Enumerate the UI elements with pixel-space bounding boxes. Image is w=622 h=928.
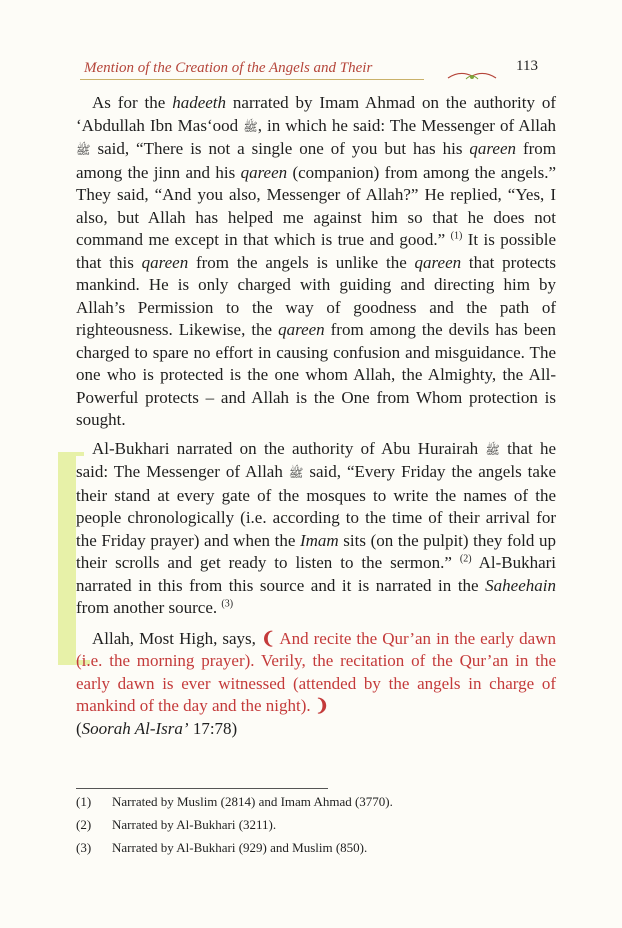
text-run: from the angels is unlike the (188, 252, 415, 272)
honorific-icon: ﷺ (243, 119, 258, 134)
text-run: narrated by Imam Ahmad on the authority of ‘Abdullah Ibn Mas‘ood (76, 93, 557, 135)
footnote-rule (76, 788, 328, 789)
italic-term: Imam (299, 530, 339, 550)
header-rule (80, 79, 424, 80)
quran-quote: And recite the Qur’an in the early dawn (i.e. the morning prayer). Verily, the recitation of the Qur’an in the early dawn is ever witnessed (attended by the angels in charge of mankind of the day and the night). (76, 628, 557, 715)
running-title: Mention of the Creation of the Angels and Their (84, 60, 373, 76)
verse-reference: 17:78) (188, 718, 238, 738)
ornate-bracket-open-icon: ❨ (260, 628, 276, 648)
footnote-ref[interactable]: (2) (459, 553, 472, 565)
page-header (80, 56, 560, 82)
paragraph-friday-angels (76, 438, 556, 620)
italic-term: qareen (469, 139, 516, 158)
footnote-text: Narrated by Muslim (2814) and Imam Ahmad (3770). (112, 794, 393, 809)
text-run: Allah, Most High, says, (92, 628, 261, 648)
text-run: (companion) from among the angels.” They said, “And you also, Messenger of Allah?” He replied, “Yes, I also, but Allah has helped me against him so that he does not command me except in that which is true and good.” (76, 162, 556, 249)
verse-reference: ( (76, 718, 82, 738)
text-run: said, “There is not a single one of you but has his (90, 139, 470, 158)
honorific-icon: ﷺ (288, 466, 304, 480)
footnote-number: (2) (76, 817, 92, 832)
italic-term: qareen (240, 162, 288, 182)
footnote (76, 794, 556, 810)
paragraph-hadeeth-qareen (76, 92, 556, 432)
text-run: sits (on the pulpit) they fold up their scrolls and get ready to listen to the sermon.” (76, 530, 557, 572)
text-run: that protects mankind. He is only charged with guiding and directing him by Allah’s Permission to the way of goodness and the path of righteousness. Likewise, the (76, 252, 556, 339)
page-number: 113 (516, 58, 538, 74)
text-run: from among the jinn and his (76, 139, 557, 182)
italic-term: qareen (141, 252, 189, 272)
footnote-ref[interactable]: (3) (221, 598, 234, 610)
honorific-icon: ﷺ (76, 143, 91, 157)
text-run: , in which he said: The Messenger of Allah (257, 115, 557, 135)
footnote-ref[interactable]: (1) (450, 230, 463, 242)
footnotes (76, 794, 556, 863)
text-run: said, “Every Friday the angels take their stand at every gate of the mosques to write the names of the people chronologically (i.e. according to the time of their arrival for the Friday prayer) and when the (76, 462, 557, 550)
footnote-text: Narrated by Al-Bukhari (929) and Muslim (850). (112, 840, 368, 855)
text-run: that he said: The Messenger of Allah (76, 438, 556, 481)
italic-term: hadeeth (172, 93, 227, 112)
text-run: from another source. (76, 598, 222, 617)
text-run: Al-Bukhari narrated on the authority of Abu Hurairah (92, 438, 486, 458)
footnote (76, 817, 556, 833)
footnote-text: Narrated by Al-Bukhari (3211). (112, 817, 277, 832)
text-run: As for the (92, 93, 173, 112)
footnote-number: (1) (76, 794, 92, 809)
header-ornament-icon (446, 68, 498, 82)
text-run: from among the devils has been charged to spare no effort in causing confusion and misguidance. The one who is protected is the one whom Allah, the Almighty, the All-Powerful protects – and Allah is the One from Whom protection is sought. (76, 320, 556, 429)
verse-reference-surah: Soorah Al-Isra’ (81, 718, 189, 738)
body-text (76, 92, 556, 740)
text-run: Al-Bukhari narrated in this from this source and it is narrated in the (76, 553, 556, 595)
italic-term: qareen (414, 252, 462, 272)
italic-term: qareen (278, 320, 325, 339)
highlight-bracket (58, 452, 76, 664)
paragraph-quran-verse (76, 628, 556, 741)
ornate-bracket-close-icon: ❩ (314, 696, 330, 715)
honorific-icon: ﷺ (485, 442, 500, 457)
italic-term: Saheehain (485, 575, 556, 595)
footnote (76, 840, 556, 856)
text-run: It is possible that this (76, 230, 556, 272)
footnote-number: (3) (76, 840, 92, 855)
